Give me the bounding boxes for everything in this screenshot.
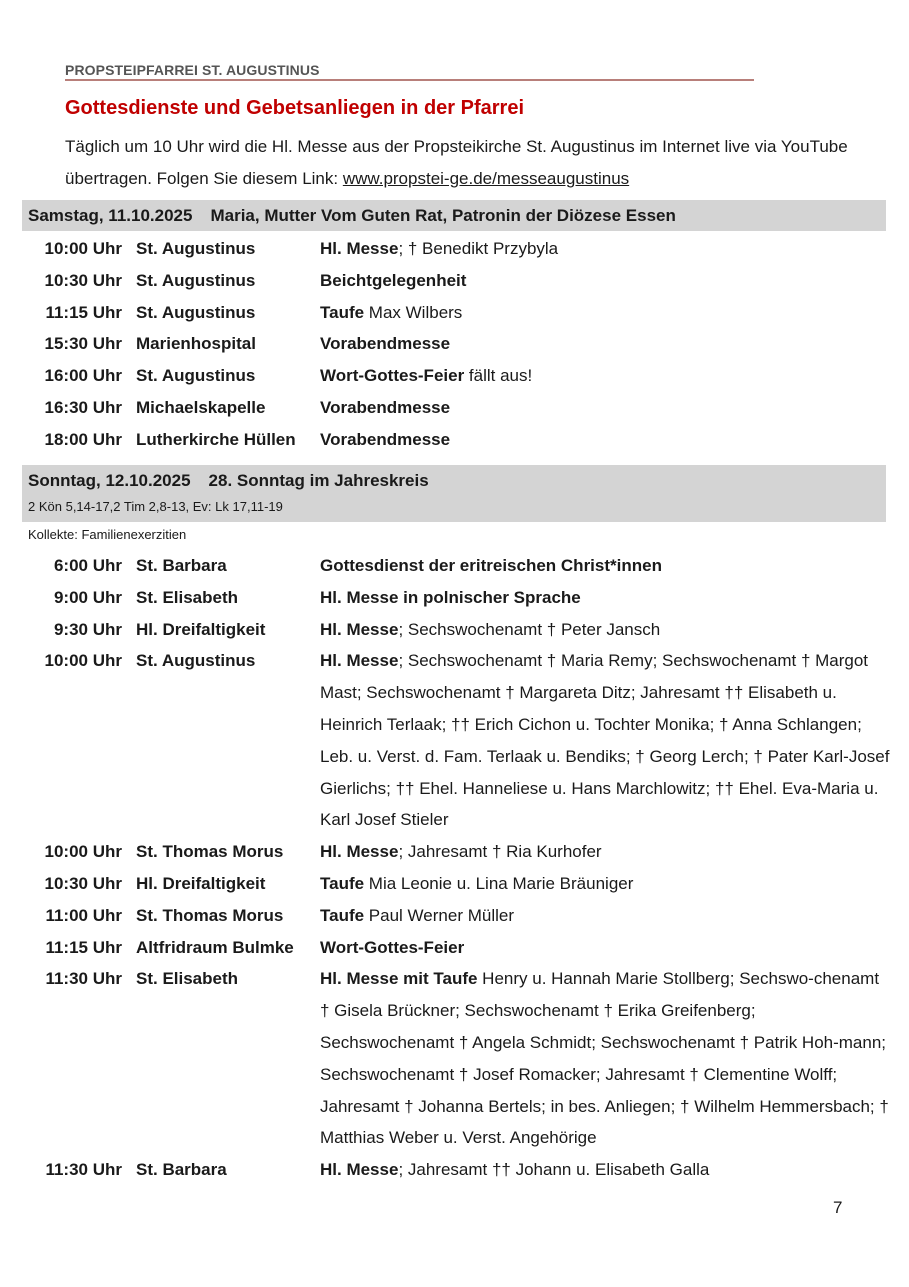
schedule-entry	[0, 233, 909, 265]
entry-time: 11:30 Uhr	[45, 1160, 122, 1180]
schedule-entry	[0, 963, 909, 1154]
entry-time: 10:30 Uhr	[44, 270, 122, 290]
schedule-entry	[0, 645, 909, 836]
schedule-entry	[0, 360, 909, 392]
day-header-saturday	[22, 200, 886, 231]
entry-place: St. Barbara	[136, 556, 227, 575]
entry-intentions: ; Jahresamt †† Johann u. Elisabeth Galla	[398, 1160, 710, 1180]
entry-description	[320, 233, 890, 265]
entry-place: Hl. Dreifaltigkeit	[136, 873, 266, 893]
schedule-entry	[0, 328, 909, 360]
entry-place: St. Augustinus	[136, 239, 256, 258]
kollekte-note: Kollekte: Familienexerzitien	[28, 527, 187, 542]
schedule-entry	[0, 297, 909, 329]
entry-description	[320, 424, 890, 456]
entry-description	[320, 614, 890, 646]
schedule-entry	[0, 1154, 909, 1186]
entry-description	[320, 550, 890, 582]
entry-description	[320, 360, 890, 392]
entry-intentions: fällt aus!	[464, 366, 533, 386]
entry-intentions: ; Sechswochenamt † Peter Jansch	[398, 619, 661, 639]
entry-place: St. Augustinus	[136, 651, 256, 671]
entry-place: St. Augustinus	[136, 366, 256, 386]
entry-description	[320, 645, 890, 836]
entry-service: Hl. Messe in polnischer Sprache	[320, 587, 581, 607]
entry-intentions: ; Jahresamt † Ria Kurhofer	[398, 842, 602, 862]
entry-service: Hl. Messe	[320, 651, 399, 671]
schedule-entry	[0, 582, 909, 614]
entry-service: Taufe	[320, 873, 365, 893]
entry-time: 9:30 Uhr	[53, 619, 122, 639]
entry-place: Hl. Dreifaltigkeit	[136, 619, 266, 639]
entry-service: Vorabendmesse	[320, 429, 451, 449]
entry-description	[320, 582, 890, 614]
entry-service: Hl. Messe mit Taufe	[320, 969, 478, 989]
entry-service: Wort-Gottes-Feier	[320, 937, 465, 957]
entry-time: 11:15 Uhr	[45, 302, 122, 322]
page-number: 7	[833, 1198, 843, 1217]
entry-description	[320, 868, 890, 900]
entry-time: 16:00 Uhr	[44, 366, 122, 386]
entry-place: Altfridraum Bulmke	[136, 937, 294, 957]
day-feast: Maria, Mutter Vom Guten Rat, Patronin der Diözese Essen	[210, 206, 676, 225]
entry-time: 16:30 Uhr	[44, 397, 122, 417]
entry-intentions: Max Wilbers	[364, 302, 463, 322]
entry-service: Hl. Messe	[320, 619, 399, 639]
entry-service: Hl. Messe	[320, 1160, 399, 1180]
entry-service: Taufe	[320, 905, 365, 925]
schedule-entry	[0, 550, 909, 582]
day-readings: 2 Kön 5,14-17,2 Tim 2,8-13, Ev: Lk 17,11-19	[28, 499, 283, 514]
entry-description	[320, 297, 890, 329]
entry-time: 15:30 Uhr	[44, 334, 122, 354]
schedule-entry	[0, 392, 909, 424]
entry-description	[320, 328, 890, 360]
schedule-entry	[0, 868, 909, 900]
entry-place: St. Barbara	[136, 1160, 227, 1180]
entry-intentions: ; Sechswochenamt † Maria Remy; Sechswochenamt † Margot Mast; Sechswochenamt † Margareta Ditz; Jahresamt †† Elisabeth u. Heinrich Terlaak; †† Erich Cichon u. Tochter Monika; † Anna Schlangen; Leb. u. Verst. d. Fam. Terlaak u. Bendiks; † Georg Lerch; † Pater Karl-Josef Gierlichs; †† Ehel. Hanneliese u. Hans Marchlowitz; †† Ehel. Eva-Maria u. Karl Josef Stieler	[320, 651, 890, 830]
entry-description	[320, 932, 890, 964]
day-date: Samstag, 11.10.2025	[28, 206, 193, 225]
entry-place: St. Augustinus	[136, 270, 256, 290]
day-feast: 28. Sonntag im Jahreskreis	[208, 471, 429, 490]
entry-time: 10:00 Uhr	[44, 842, 122, 862]
intro-text: Täglich um 10 Uhr wird die Hl. Messe aus der Propsteikirche St. Augustinus im Internet live via YouTube übertragen. Folgen Sie diesem Link:	[65, 137, 848, 188]
entry-time: 10:30 Uhr	[44, 873, 122, 893]
entry-service: Beichtgelegenheit	[320, 270, 467, 290]
entry-description	[320, 265, 890, 297]
entry-place: St. Thomas Morus	[136, 842, 284, 862]
entry-service: Gottesdienst der eritreischen Christ*innen	[320, 556, 662, 575]
schedule-entry	[0, 265, 909, 297]
entry-time: 10:00 Uhr	[44, 651, 122, 671]
entry-time: 11:00 Uhr	[45, 905, 122, 925]
entry-place: St. Thomas Morus	[136, 905, 284, 925]
entry-service: Hl. Messe	[320, 842, 399, 862]
entry-service: Hl. Messe	[320, 239, 399, 258]
entry-intentions: Mia Leonie u. Lina Marie Bräuniger	[364, 873, 634, 893]
entry-time: 11:30 Uhr	[45, 969, 122, 989]
entry-place: St. Elisabeth	[136, 969, 239, 989]
entry-intentions: ; † Benedikt Przybyla	[398, 239, 559, 258]
schedule-entry	[0, 424, 909, 456]
schedule-entry	[0, 900, 909, 932]
entry-description	[320, 963, 890, 1154]
entry-description	[320, 392, 890, 424]
intro-paragraph	[65, 131, 865, 195]
saturday-entries	[0, 233, 909, 456]
schedule-entry	[0, 836, 909, 868]
schedule-entry	[0, 932, 909, 964]
entry-service: Vorabendmesse	[320, 397, 451, 417]
entry-time: 10:00 Uhr	[44, 239, 122, 258]
page-title: Gottesdienste und Gebetsanliegen in der Pfarrei	[65, 97, 524, 119]
entry-time: 18:00 Uhr	[44, 429, 122, 449]
entry-time: 6:00 Uhr	[53, 556, 122, 575]
entry-time: 9:00 Uhr	[53, 587, 122, 607]
sunday-entries	[0, 550, 909, 1186]
livestream-link[interactable]: www.propstei-ge.de/messeaugustinus	[342, 169, 630, 188]
entry-place: Lutherkirche Hüllen	[136, 429, 296, 449]
entry-time: 11:15 Uhr	[45, 937, 122, 957]
entry-place: St. Augustinus	[136, 302, 256, 322]
entry-service: Vorabendmesse	[320, 334, 451, 354]
entry-place: Michaelskapelle	[136, 397, 266, 417]
entry-description	[320, 900, 890, 932]
schedule-entry	[0, 614, 909, 646]
parish-name: PROPSTEIPFARREI ST. AUGUSTINUS	[65, 62, 754, 81]
entry-description	[320, 1154, 890, 1186]
entry-place: St. Elisabeth	[136, 587, 239, 607]
day-date: Sonntag, 12.10.2025	[28, 471, 191, 490]
day-header-sunday	[22, 465, 886, 522]
entry-service: Taufe	[320, 302, 365, 322]
entry-description	[320, 836, 890, 868]
entry-intentions: Henry u. Hannah Marie Stollberg; Sechswo-chenamt † Gisela Brückner; Sechswochenamt † Erika Greifenberg; Sechswochenamt † Angela Schmidt; Sechswochenamt † Patrik Hoh-mann; Sechswochenamt † Josef Romacker; Jahresamt † Clementine Wolff; Jahresamt † Johanna Bertels; in bes. Anliegen; † Wilhelm Hemmersbach; † Matthias Weber u. Verst. Angehörige	[320, 969, 889, 1148]
entry-place: Marienhospital	[136, 334, 256, 354]
entry-intentions: Paul Werner Müller	[364, 905, 514, 925]
entry-service: Wort-Gottes-Feier	[320, 366, 465, 386]
